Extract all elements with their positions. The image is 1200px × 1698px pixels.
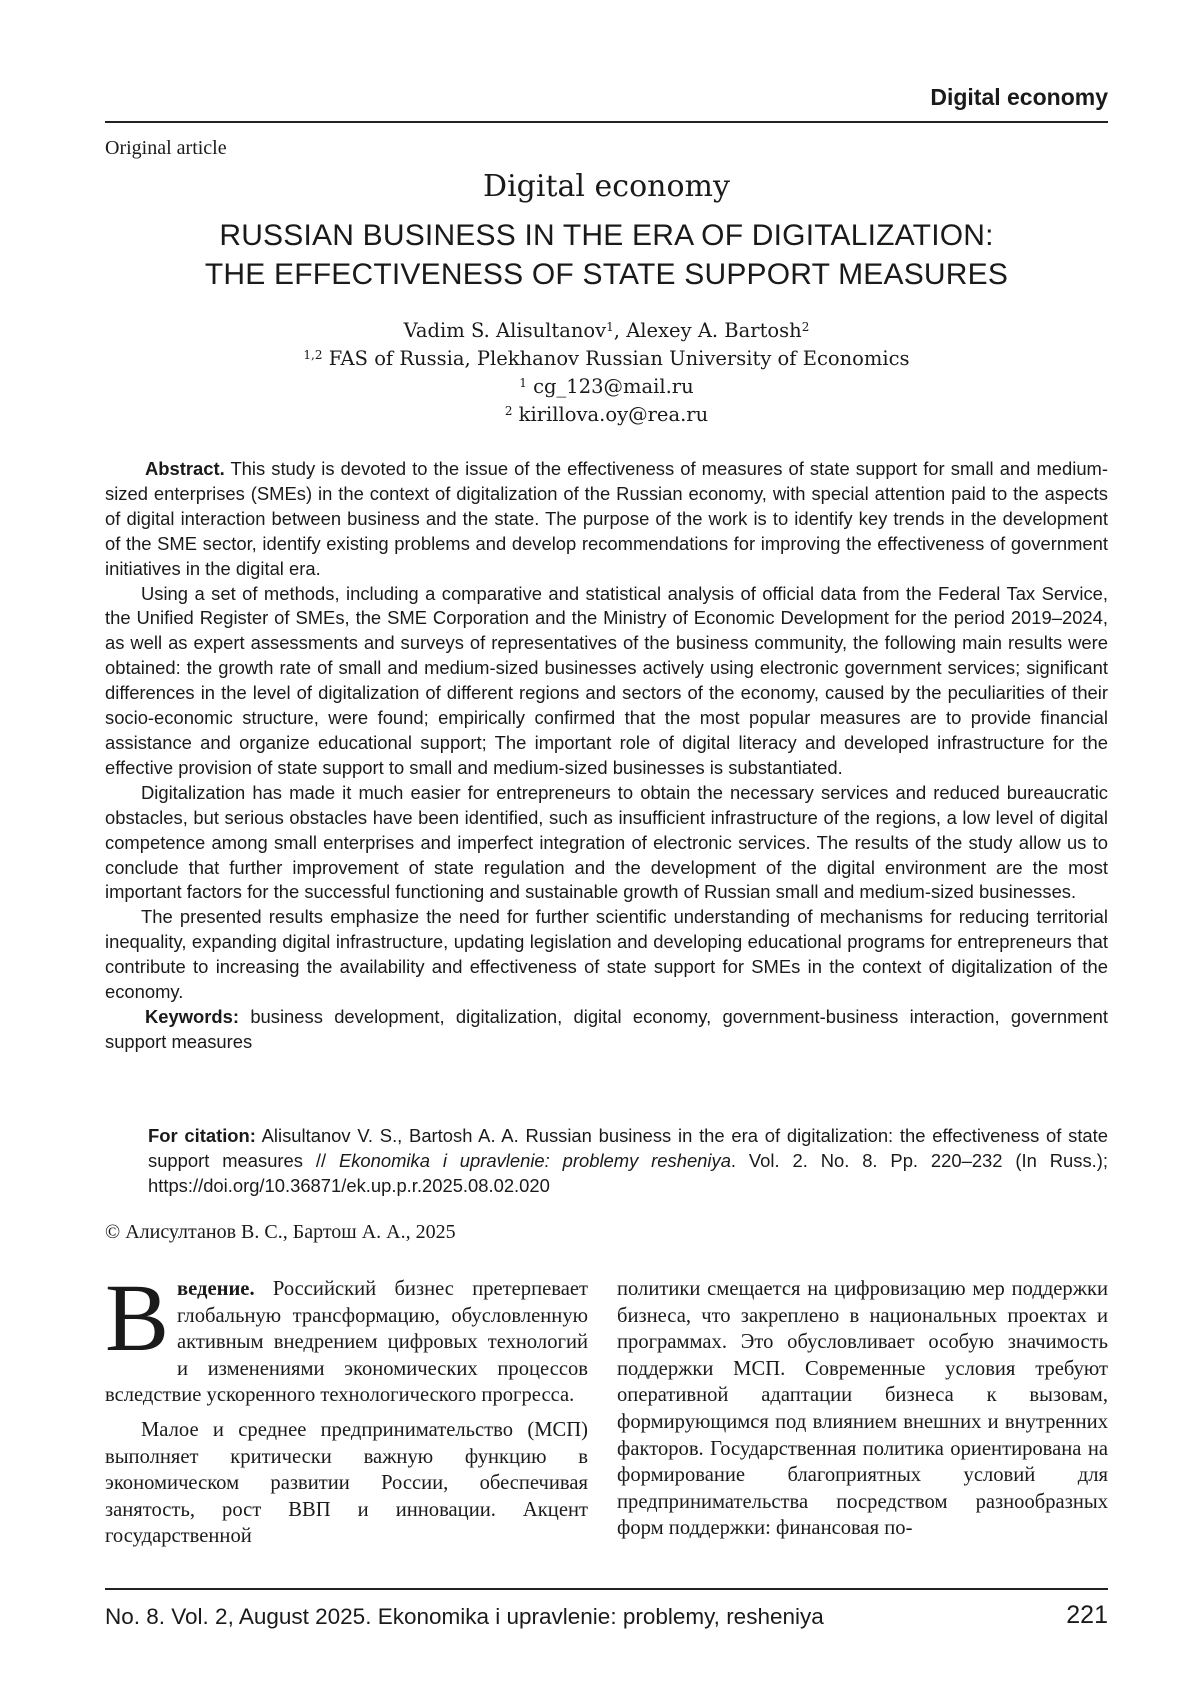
citation-text-a: Alisultanov V. S., Bartosh A. A. Russian business in the era of digitalization: the effectiveness of state support measures // (148, 1125, 1108, 1171)
citation-journal: Ekonomika i upravlenie: problemy resheniya (339, 1150, 731, 1171)
abstract-paragraph-2: Using a set of methods, including a comparative and statistical analysis of official data from the Federal Tax Service, the Unified Register of SMEs, the SME Corporation and the Ministry of Economic Development for the period 2019–2024, as well as expert assessments and surveys of representatives of the business community, the following main results were obtained: the growth rate of small and medium-sized businesses actively using electronic government services; significant differences in the level of digitalization of different regions and sectors of the economy, caused by the peculiarities of their socio-economic structure, were found; empirically confirmed that the most popular measures are to provide financial assistance and organize educational support; The important role of digital literacy and developed infrastructure for the effective provision of state support to small and medium-sized businesses is substantiated. (105, 582, 1108, 781)
author-names (105, 317, 1108, 345)
abstract (105, 457, 1108, 1055)
email-1[interactable] (105, 373, 1108, 401)
affiliation (105, 345, 1108, 373)
article-title-line-2: THE EFFECTIVENESS OF STATE SUPPORT MEASURES (105, 255, 1108, 294)
body-paragraph-right: политики смещается на цифровизацию мер поддержки бизнеса, что закреплено в национальных проектах и программах. Это обусловливает особую значимость поддержки МСП. Современные условия требуют оперативной адаптации бизнеса к вызовам, формирующимся под влиянием внешних и внутренних факторов. Государственная политика ориентирована на формирование благоприятных условий для предпринимательства посредством разнообразных форм поддержки: финансовая по- (617, 1276, 1108, 1542)
citation-text-b: . Vol. 2. No. 8. Pp. 220–232 (In Russ.); (731, 1150, 1108, 1171)
page-number: 221 (1066, 1600, 1108, 1630)
abstract-paragraph-4: The presented results emphasize the need for further scientific understanding of mechanisms for reducing territorial inequality, expanding digital infrastructure, updating legislation and developing educational programs for entrepreneurs that contribute to increasing the availability and effectiveness of state support for SMEs in the context of digitalization of the economy. (105, 905, 1108, 1005)
email-2[interactable] (105, 401, 1108, 429)
body-column-right (617, 1276, 1108, 1542)
section-title: Digital economy (105, 168, 1108, 206)
author-2-sup: 2 (802, 320, 810, 334)
footer-rule (105, 1588, 1108, 1590)
abstract-paragraph-3: Digitalization has made it much easier for entrepreneurs to obtain the necessary services and reduced bureaucratic obstacles, but serious obstacles have been identified, such as insufficient infrastructure of the regions, a low level of digital competence among small enterprises and imperfect integration of electronic services. The results of the study allow us to conclude that further improvement of state regulation and the development of the digital environment are the most important factors for the successful functioning and sustainable growth of Russian small and medium-sized businesses. (105, 781, 1108, 906)
copyright: © Алисултанов В. С., Бартош А. А., 2025 (105, 1221, 456, 1244)
author-2: Alexey A. Bartosh (626, 319, 802, 342)
citation-label: For citation: (148, 1125, 256, 1146)
abstract-paragraph-1 (105, 457, 1108, 582)
intro-paragraph (105, 1276, 588, 1409)
affiliation-sup: 1,2 (303, 348, 322, 362)
author-separator: , (614, 319, 626, 342)
article-title (105, 216, 1108, 294)
keywords-label: Keywords: (145, 1006, 239, 1027)
article-type: Original article (105, 137, 227, 160)
intro-text: Российский бизнес претерпевает глобальную трансформацию, обусловленную активным внедрением цифровых технологий и изменениями экономических процессов вследствие ускоренного технологического прогресса. (105, 1278, 588, 1406)
page (0, 0, 1200, 1698)
abstract-text-1: This study is devoted to the issue of the effectiveness of measures of state support for small and medium-sized enterprises (SMEs) in the context of digitalization of the Russian economy, with special attention paid to the aspects of digital interaction between business and the state. The purpose of the work is to identify key trends in the development of the SME sector, identify existing problems and develop recommendations for improving the effectiveness of government initiatives in the digital era. (105, 458, 1108, 579)
email-1-sup: 1 (519, 376, 527, 390)
body-paragraph-2: Малое и среднее предпринимательство (МСП) выполняет критически важную функцию в экономическом развитии России, обеспечивая занятость, рост ВВП и инновации. Акцент государственной (105, 1417, 588, 1550)
citation-doi-link[interactable]: https://doi.org/10.36871/ek.up.p.r.2025.08.02.020 (148, 1175, 550, 1196)
email-2-sup: 2 (505, 404, 513, 418)
email-1-text[interactable]: cg_123@mail.ru (527, 375, 694, 398)
abstract-label: Abstract. (145, 458, 225, 479)
author-block (105, 317, 1108, 429)
keywords-text: business development, digitalization, digital economy, government-business interaction, government support measures (105, 1006, 1108, 1052)
keywords (105, 1005, 1108, 1055)
author-1-sup: 1 (606, 320, 614, 334)
running-header: Digital economy (105, 82, 1108, 112)
header-rule (105, 121, 1108, 123)
citation (148, 1123, 1108, 1198)
author-1: Vadim S. Alisultanov (404, 319, 607, 342)
intro-heading: ведение. (177, 1278, 255, 1300)
body-column-left (105, 1276, 588, 1550)
drop-cap: В (105, 1278, 169, 1356)
email-2-text[interactable]: kirillova.oy@rea.ru (512, 403, 708, 426)
affiliation-text: FAS of Russia, Plekhanov Russian University of Economics (323, 347, 910, 370)
article-title-line-1: RUSSIAN BUSINESS IN THE ERA OF DIGITALIZATION: (105, 216, 1108, 255)
footer-journal-info: No. 8. Vol. 2, August 2025. Ekonomika i upravlenie: problemy, resheniya (105, 1602, 824, 1632)
